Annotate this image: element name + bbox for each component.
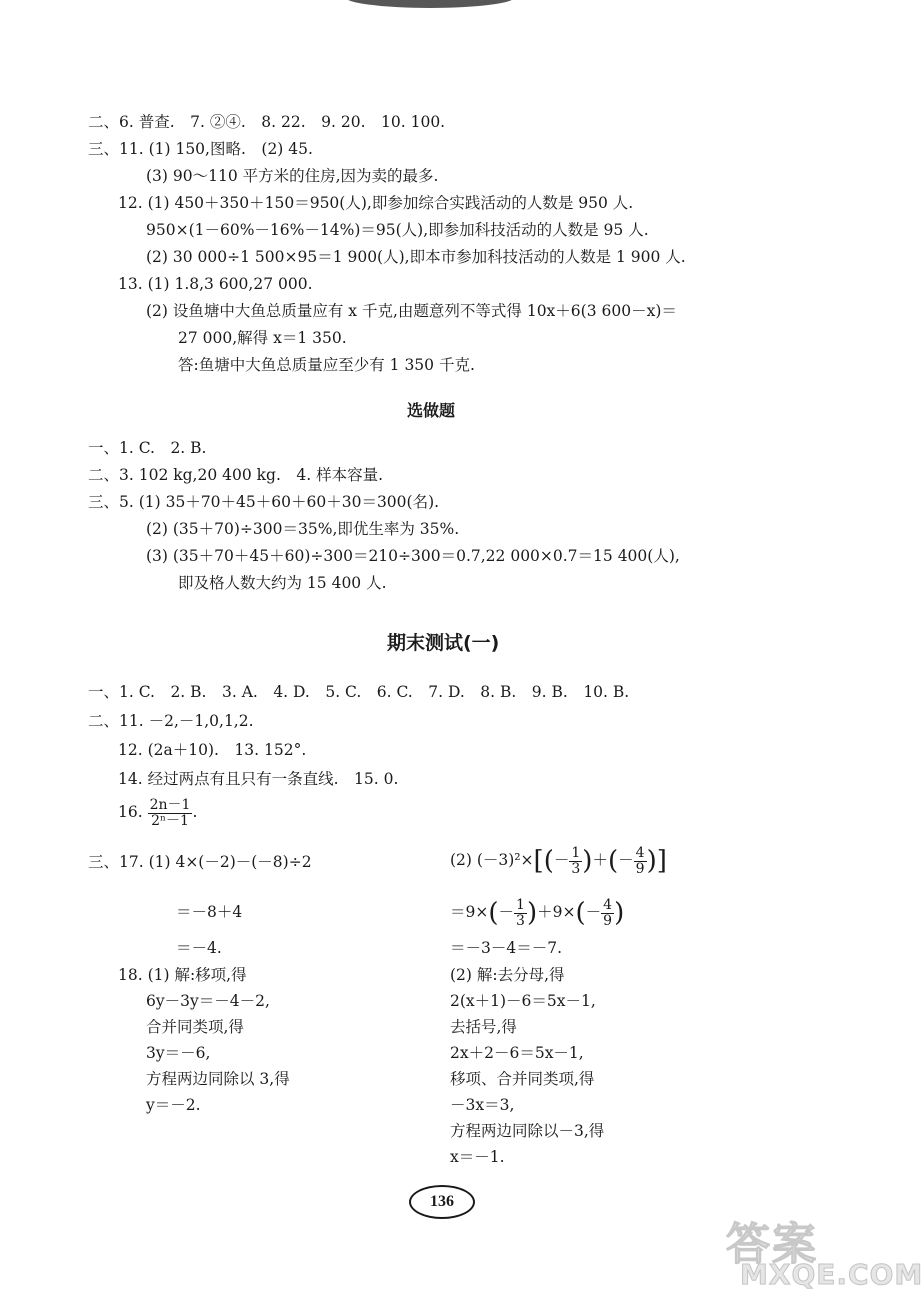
fraction [148,798,193,829]
answer-line: 18. (1) 解:移项,得 [118,966,247,984]
fraction: $\frac{4}{9}$ [635,844,645,877]
watermark-url: MXQE.COM [740,1258,923,1291]
answer-line: 12. (2a＋10). 13. 152°. [118,741,307,759]
answer-line: 方程两边同除以－3,得 [450,1122,605,1140]
answer-line: (2) 解:去分母,得 [450,966,565,984]
answer-line: 27 000,解得 x＝1 350. [178,329,347,347]
answer-line: (3) (35＋70＋45＋60)÷300＝210÷300＝0.7,22 000×0.7＝15 400(人), [146,547,680,565]
answer-line: －3x＝3, [450,1096,515,1114]
fraction: $\frac{1}{3}$ [516,896,525,929]
answer-line: x＝－1. [450,1148,505,1166]
fraction: $\frac{4}{9}$ [603,896,613,929]
expression: (2) (－3)²× [450,851,534,869]
answer-line: 二、11. －2,－1,0,1,2. [88,712,254,730]
answer-line: 14. 经过两点有且只有一条直线. 15. 0. [118,770,399,788]
answer-line: 950×(1－60%－16%－14%)＝95(人),即参加科技活动的人数是 95 人. [146,221,649,239]
answer-line: 2(x＋1)－6＝5x－1, [450,992,596,1010]
answer-line: (2) 30 000÷1 500×95＝1 900(人),即本市参加科技活动的人数是 1 900 人. [146,248,686,266]
answer-line: ＝－3－4＝－7. [450,939,563,957]
expression: ＋9× [537,903,576,921]
answer-line: ＝－4. [176,939,222,957]
answer-line: 3y＝－6, [146,1044,211,1062]
answer-line: 2x＋2－6＝5x－1, [450,1044,584,1062]
scan-shadow [345,0,515,8]
answer-line: 合并同类项,得 [146,1018,244,1036]
answer-line: 方程两边同除以 3,得 [146,1070,290,1088]
answer-line: (3) 90～110 平方米的住房,因为卖的最多. [146,167,439,185]
answer-line: ＝－8＋4 [176,903,243,921]
answer-16 [118,794,197,830]
answer-line: 一、1. C. 2. B. [88,439,207,457]
answer-line: 二、6. 普查. 7. ②④. 8. 22. 9. 20. 10. 100. [88,113,446,131]
answer-line: 去括号,得 [450,1018,517,1036]
answer-line: 答:鱼塘中大鱼总质量应至少有 1 350 千克. [178,356,475,374]
answer-line: (2) (35＋70)÷300＝35%,即优生率为 35%. [146,520,460,538]
fraction-denominator: 2ⁿ－1 [151,812,189,829]
answer-label: 16. [118,803,143,821]
fraction-numerator: 2n－1 [149,796,191,813]
section-title: 选做题 [407,401,456,420]
fraction: $\frac{1}{3}$ [571,844,581,877]
watermark-text: 答案 [726,1219,818,1270]
answer-line: 三、11. (1) 150,图略. (2) 45. [88,140,313,158]
answer-line: 移项、合并同类项,得 [450,1070,595,1088]
answer-17-2-line1: (2) (－3)²×[(－ $\frac{1}{3}$ )＋(－ $\frac{4}{9}$ )] [450,844,667,877]
answer-line: y＝－2. [146,1096,201,1114]
answer-line: 二、3. 102 kg,20 400 kg. 4. 样本容量. [88,466,384,484]
answer-line: 一、1. C. 2. B. 3. A. 4. D. 5. C. 6. C. 7. D. 8. B. 9. B. 10. B. [88,683,630,701]
answer-line: 三、5. (1) 35＋70＋45＋60＋60＋30＝300(名). [88,493,440,511]
section-title: 期末测试(一) [387,632,500,654]
answer-17-2-line2: ＝9×(－ $\frac{1}{3}$ )＋9×(－ $\frac{4}{9}$ ) [450,896,625,929]
page-number: 136 [409,1185,475,1219]
answer-line: 即及格人数大约为 15 400 人. [178,574,387,592]
answer-line: 6y－3y＝－4－2, [146,992,270,1010]
answer-line: 12. (1) 450＋350＋150＝950(人),即参加综合实践活动的人数是 950 人. [118,194,634,212]
answer-line: 13. (1) 1.8,3 600,27 000. [118,275,313,293]
expression: ＝9× [450,903,489,921]
answer-period: . [192,803,198,821]
answer-line: (2) 设鱼塘中大鱼总质量应有 x 千克,由题意列不等式得 10x＋6(3 600－x)＝ [146,302,677,320]
watermark-logo [722,1208,923,1296]
answer-line: 三、17. (1) 4×(－2)－(－8)÷2 [88,853,312,871]
